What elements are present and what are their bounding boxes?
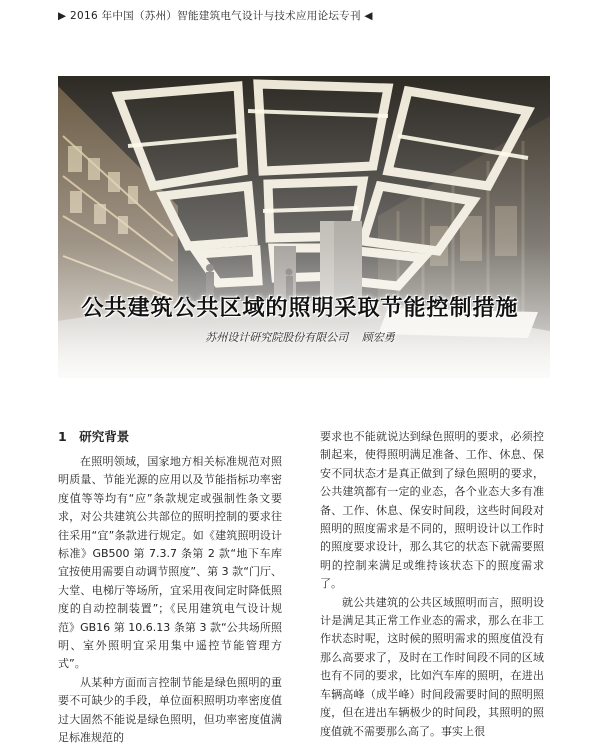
paragraph: 就公共建筑的公共区域照明而言，照明设计是满足其正常工作业态的需求，那么在非工作状态时呢，这时候的照明需求的照度值没有那么高要求了，及时在工作时间段不同的区域也有不同的要求，比如汽车库的照明，在进出车辆高峰（成半峰）时间段需要时间的照明照度，但在进出车辆极少的时间段，其照明的照度值就不需要那么高了。事实上很 xyxy=(320,595,544,738)
paragraph-continuation: 要求也不能就说达到绿色照明的要求，必须控制起来，使得照明满足准备、工作、休息、保安不同状态才是真正做到了绿色照明的要求，公共建筑都有一定的业态，各个业态大多有准备、工作、休息、保安时间段，这些时间段对照明的照度需求是不同的，照明设计以工作时的照度要求设计，那么其它的状态下就需要照明的控制来满足或维持该状态下的照度需求了。 xyxy=(320,430,544,591)
section-heading: 1 研究背景 xyxy=(58,429,130,444)
right-column xyxy=(320,428,544,741)
left-column xyxy=(58,428,282,748)
article-byline: 苏州设计研究院股份有限公司 顾宏勇 xyxy=(205,331,395,344)
journal-header: ▶ 2016 年中国（苏州）智能建筑电气设计与技术应用论坛专刊 ◀ xyxy=(58,10,373,22)
paragraph: 在照明领域，国家地方相关标准规范对照明质量、节能光源的应用以及节能指标功率密度值等等均有“应”条款规定或强制性条文要求，对公共建筑公共部位的照明控制的要求往往采用“宜”条款进行规定。如《建筑照明设计标准》GB500 第 7.3.7 条第 2 款“地下车库宜按使用需要自动调节照度”、第 3 款“门厅、大堂、电梯厅等场所，宜采用夜间定时降低照度的自动控制装置”；《民用建筑电气设计规范》GB16 第 10.6.13 条第 3 款“公共场所照明、室外照明宜采用集中遥控节能管理方式”。 xyxy=(58,455,282,671)
article-title: 公共建筑公共区域的照明采取节能控制措施 xyxy=(81,296,519,321)
paragraph: 从某种方面而言控制节能是绿色照明的重要不可缺少的手段，单位面积照明功率密度值过大固然不能说是绿色照明，但功率密度值满足标准规范的 xyxy=(58,675,282,745)
